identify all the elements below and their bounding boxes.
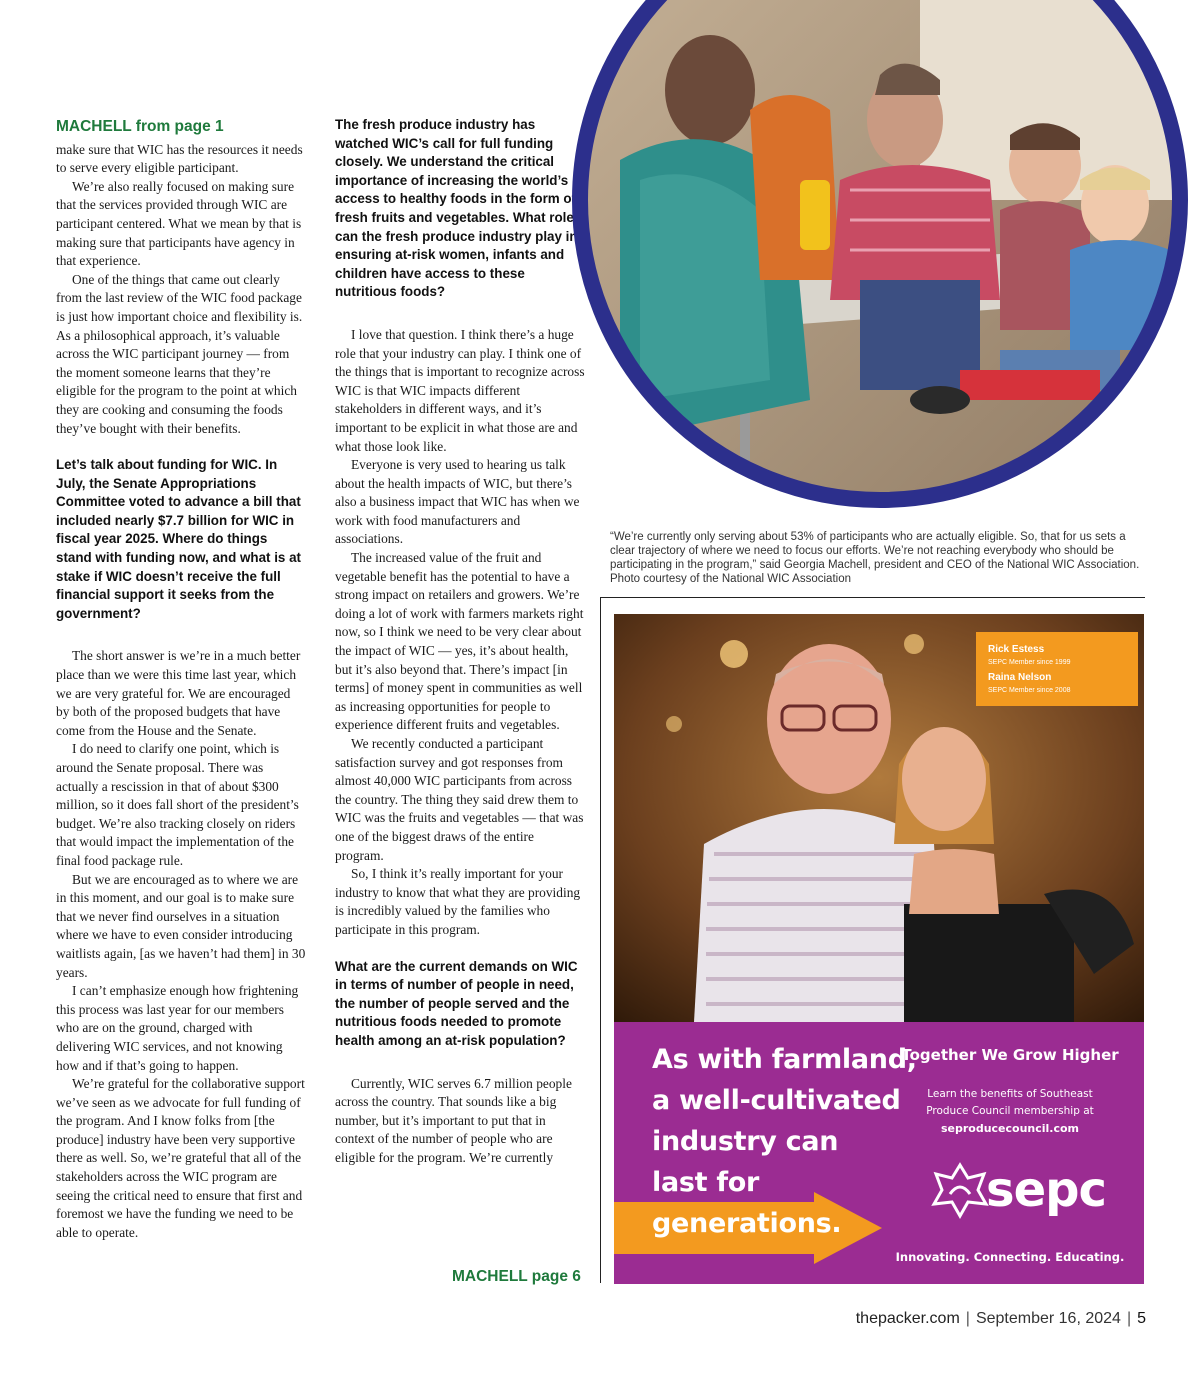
photo-caption: “We’re currently only serving about 53% of participants who are actually eligible. So, that for us sets a clear trajectory of where we need to focus our efforts. We’re not reaching everybody who should be participating in the program,” said Georgia Machell, president and CEO of the National WIC Association. Photo courtesy of the National WIC Association <box>610 531 1140 585</box>
article-paragraph: We’re also really focused on making sure that the services provided through WIC are participant centered. What we mean by that is making sure that participants have agency in that experience. <box>56 178 302 269</box>
article-paragraph: I love that question. I think there’s a huge role that your industry can play. I think one of the things that is important to recognize across WIC is that WIC impacts different stakeholders in different ways, and it’s important to be explicit in what those are and what those look like. <box>335 326 585 454</box>
article-paragraph: I do need to clarify one point, which is around the Senate proposal. There was actually a rescission in that of about $300 million, so it does fall short of the president’s budget. We’re also tracking closely on riders that would impact the implementation of the final food package rule. <box>56 741 299 868</box>
ad-message-panel <box>614 1022 1144 1284</box>
spacer <box>335 302 585 326</box>
ad-tagline: Together We Grow Higher <box>901 1046 1119 1064</box>
jump-to-link[interactable]: MACHELL page 6 <box>452 1268 581 1285</box>
sepc-leaf-logo-icon <box>930 1160 990 1220</box>
footer-date: September 16, 2024 <box>975 1310 1121 1327</box>
article-paragraph: The increased value of the fruit and vegetable benefit has the potential to have a strong impact on retailers and growers. We’re doing a lot of work with farmers markets right now, so I think we need to be very clear about the impact of WIC — yes, it’s about health, but it’s also beyond that. There’s impact [in terms] of money spent in communities as well as increasing opportunities for people to experience different fruits and vegetables. <box>335 550 584 733</box>
ad-headline-line-2: a well-cultivated <box>652 1085 901 1116</box>
column-1-body <box>56 141 306 1243</box>
ad-headline-line-1: As with farmland, <box>652 1044 917 1075</box>
interview-question: Let’s talk about funding for WIC. In July, the Senate Appropriations Committee voted to advance a bill that included nearly $7.7 billion for WIC in fiscal year 2025. Where do things stand with funding now, and what is at stake if WIC doesn’t receive the full financial support it seeks from the government? <box>56 457 301 621</box>
article-paragraph: I can’t emphasize enough how frightening this process was last year for our members who are on the ground, charged with delivering WIC services, and not knowing how and if that’s going to happen. <box>56 983 299 1073</box>
article-column-2 <box>335 116 585 1167</box>
member-2-name: Raina Nelson <box>988 672 1052 683</box>
article-paragraph: We’re grateful for the collaborative support we’ve seen as we advocate for full funding of the program. And I know folks from [the produce] industry have been very supportive there as well. So, we’re grateful that all of the stakeholders across the WIC program are seeing the critical need to ensure that first and foremost we have the funding we need to be able to operate. <box>56 1076 305 1240</box>
footer-separator: | <box>965 1310 970 1327</box>
footer-separator: | <box>1126 1310 1132 1327</box>
article-column-1 <box>56 118 306 1242</box>
article-paragraph: One of the things that came out clearly from the last review of the WIC food package is just how important choice and flexibility is. As a philosophical approach, it’s valuable across the WIC participant journey — from the moment someone learns that they’re eligible for the program to the point at which they are cooking and consuming the foods they’ve bought with their benefits. <box>56 271 303 436</box>
ad-frame-top <box>600 597 1145 598</box>
interview-question: What are the current demands on WIC in terms of number of people in need, the number of people served and the nutritious foods needed to promote health among an at-risk population? <box>335 958 578 1048</box>
spacer <box>56 438 306 456</box>
article-paragraph: We recently conducted a participant satisfaction survey and got responses from almost 40,000 WIC participants from across the country. The thing they said drew them to WIC was the fruits and vegetables — that was one of the biggest draws of the entire program. <box>335 736 584 863</box>
interview-question: The fresh produce industry has watched WIC’s call for full funding closely. We understand the critical importance of increasing the world’s access to healthy foods in the form of fresh fruits and vegetables. What role can the fresh produce industry play in ensuring at-risk women, infants and children have access to these nutritious foods? <box>335 117 578 300</box>
ad-body-line-2: Produce Council membership at <box>926 1105 1094 1117</box>
article-paragraph: The short answer is we’re in a much better place than we were this time last year, which we are very grateful for. We are encouraged by both of the proposed budgets that have come from the House and the Senate. <box>56 648 301 738</box>
jump-from-heading: MACHELL from page 1 <box>56 118 224 135</box>
wic-photo <box>560 0 1200 520</box>
member-2-since: SEPC Member since 2008 <box>988 687 1071 694</box>
member-1-since: SEPC Member since 1999 <box>988 659 1071 666</box>
column-2-body <box>335 116 585 1167</box>
ad-body-line-1: Learn the benefits of Southeast <box>927 1088 1093 1100</box>
member-label-box <box>976 632 1138 706</box>
article-paragraph: So, I think it’s really important for your industry to know that what they are providing is incredibly valued by the families who participate in this program. <box>335 866 581 937</box>
ad-headline-line-3: industry can <box>652 1126 839 1157</box>
sepc-advertisement[interactable] <box>614 614 1144 1284</box>
article-paragraph: Currently, WIC serves 6.7 million people across the country. That sounds like a big number, but it’s important to put that in context of the number of people who are eligible for the program. We’re currently <box>335 1075 572 1165</box>
ad-headline-line-5: generations. <box>652 1208 842 1239</box>
article-paragraph: But we are encouraged as to where we are in this moment, and our goal is to make sure that we never find ourselves in a situation where we have to even consider introducing waitlists again, [as we haven’t had them] in 30 years. <box>56 871 306 980</box>
spacer <box>56 623 306 647</box>
spacer <box>335 1051 585 1075</box>
ad-headline-line-4: last for <box>652 1167 760 1198</box>
sepc-logo-text: sepc <box>986 1162 1106 1218</box>
page-number: 5 <box>1137 1310 1146 1327</box>
ad-frame-left <box>600 597 601 1283</box>
spacer <box>335 940 585 958</box>
member-1-name: Rick Estess <box>988 644 1045 655</box>
footer-site[interactable]: thepacker.com <box>855 1310 960 1327</box>
ad-url[interactable]: seproducecouncil.com <box>940 1122 1080 1135</box>
ad-slogan: Innovating. Connecting. Educating. <box>895 1250 1125 1264</box>
article-paragraph: make sure that WIC has the resources it needs to serve every eligible participant. <box>56 141 303 176</box>
page-footer <box>856 1310 1146 1328</box>
article-paragraph: Everyone is very used to hearing us talk about the health impacts of WIC, but there’s also a business impact that WIC has when we work with food manufacturers and associations. <box>335 457 580 547</box>
